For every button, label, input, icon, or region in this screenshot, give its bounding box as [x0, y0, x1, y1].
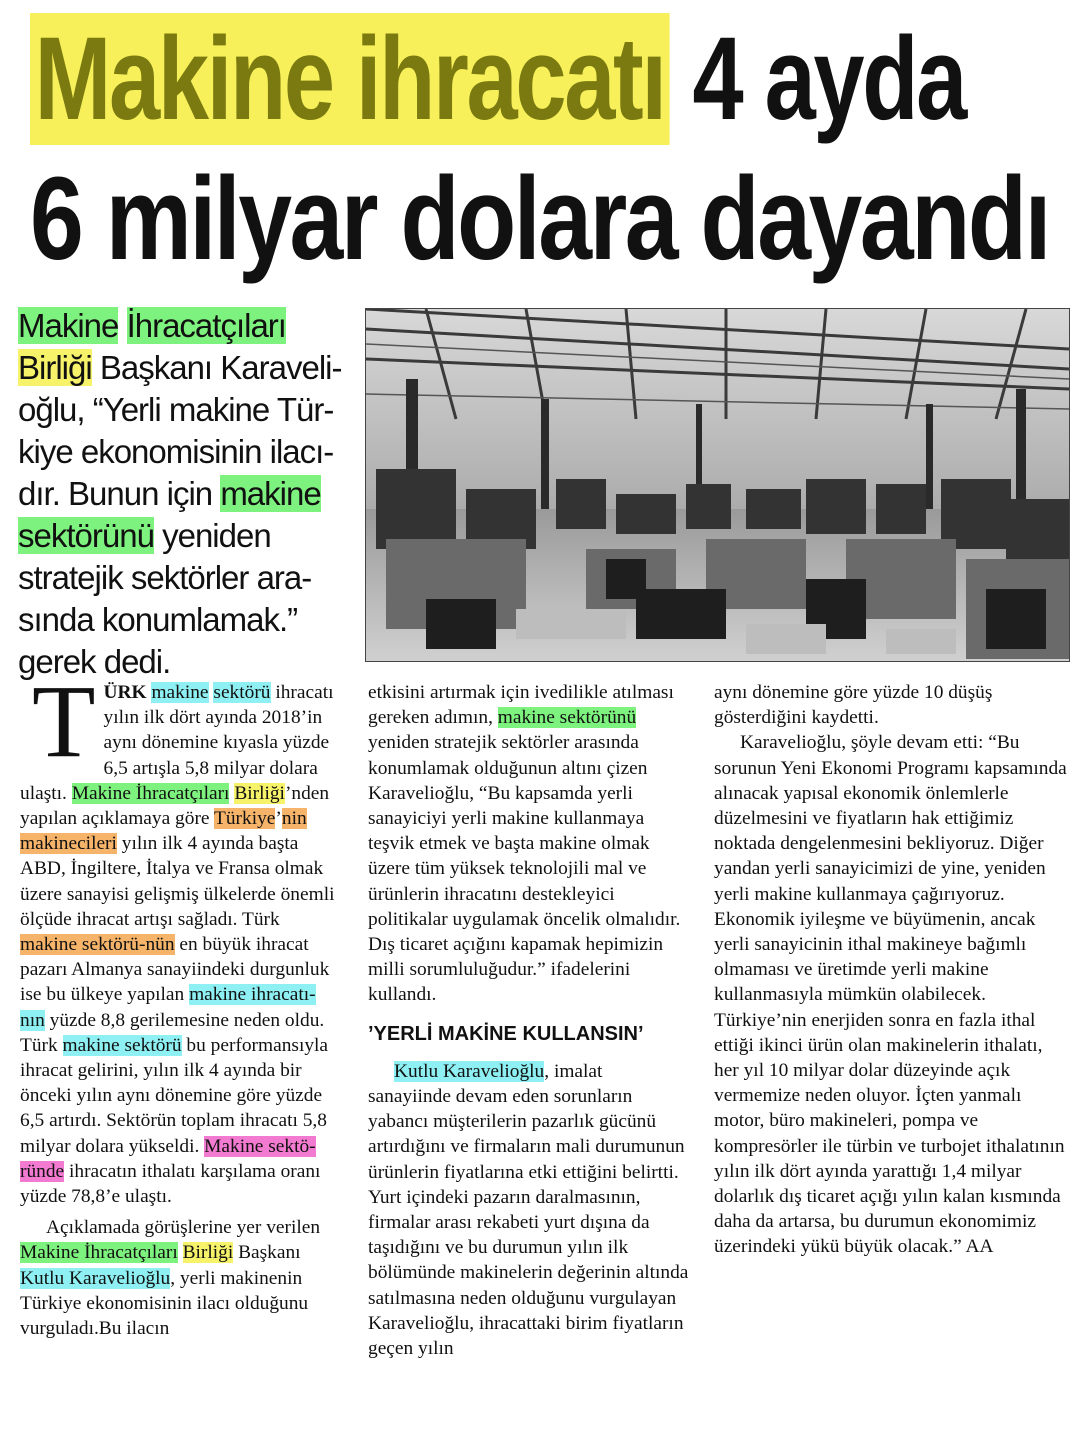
- col1-hl-s6: Birliği: [234, 782, 285, 804]
- col2-hl-b1: Kutlu Karavelioğlu: [394, 1060, 545, 1082]
- col1-hl-s8: Türkiye: [214, 808, 276, 830]
- col1-hl-s3: sektörü: [213, 682, 271, 703]
- article-column-2: [368, 680, 690, 1361]
- col3-paragraph-1: aynı dönemine göre yüzde 10 düşüş gösterdiğini kaydetti.: [714, 682, 993, 729]
- col2-text-a3: yeniden stratejik sektörler arasında konumlamak olduğunun altını çizen Karavelioğlu, “Bu kapsamda yerli sanayiciyi yerli makine kullanmaya teşvik etmek ve başta makine olmak üzere tüm yüksek teknolojili mal ve ürünlerin ihracatını destekleyici politikalar uygulamak öncelik olmalıdır. Dış ticaret açığını kapamak hepimizin milli sorumluluğudur.” ifadelerini kullandı.: [368, 732, 681, 1006]
- col2-paragraph-2: [368, 1059, 690, 1361]
- col1-hl-p2c: Birliği: [182, 1242, 234, 1264]
- article-column-3: [714, 680, 1069, 1260]
- col1-hl-s16: makine sektörü: [62, 1034, 182, 1056]
- col1-text-s11: yılın ilk 4 ayında başta ABD, İngiltere, İtalya ve Fransa olmak üzere sanayisi gelişmiş ülkelerde önemli ölçüde ihracat artışı sağladı. Türk: [20, 833, 335, 930]
- col1-text-s9: ’: [275, 808, 282, 830]
- headline-rest: 4 ayda: [669, 13, 966, 145]
- col2-paragraph-1: [368, 680, 690, 1008]
- col1-text-s1: ÜRK: [103, 682, 152, 703]
- drop-cap: T: [32, 664, 96, 779]
- lead-hl-3: Birliği: [18, 349, 92, 386]
- lead-hl-1: Makine: [18, 307, 119, 344]
- col2-text-a1: etkisini artırmak için ivedilikle atılması gereken adımın,: [368, 682, 674, 729]
- lead-text-1: Başkanı Karaveli-oğlu, “Yerli makine Tür-kiye ekonomisinin ilacı-dır. Bunun için: [18, 349, 342, 512]
- col1-hl-p2e: Kutlu Karavelioğlu: [20, 1267, 171, 1289]
- lead-hl-4: makine sektörünü: [18, 475, 321, 554]
- col1-text-p2f: , yerli makinenin Türkiye ekonomisinin ilacı olduğunu vurguladı.Bu ilacın: [20, 1267, 309, 1340]
- col1-text-s17: bu performansıyla ihracat gelirini, yılın ilk 4 ayında bir önceki yılın aynı dönemine göre yüzde 6,5 artırdı. Sektörün toplam ihracatı 5,8 milyar dolara yükseldi.: [20, 1034, 329, 1157]
- col1-paragraph-2: [20, 1215, 340, 1341]
- col1-text-s19: ihracatın ithalatı karşılama oranı yüzde 78,8’e ulaştı.: [20, 1160, 321, 1208]
- section-subheading: ’YERLİ MAKİNE KULLANSIN’: [368, 1022, 644, 1045]
- col1-text-p2d: Başkanı: [233, 1242, 301, 1264]
- col1-text-s13: en büyük ihracat pazarı Almanya sanayiindeki durgunluk ise bu ülkeye yapılan: [20, 934, 330, 1006]
- col2-text-b2: , imalat sanayiinde devam eden sorunların yabancı müşterilerin pazarlık gücünü artırdığını ve firmaların mali durumunun ürünlerin fiyatlarına etki ettiğini belirtti. Yurt içindeki pazarın daralmasının, firmalar arası rekabeti yurt dışına da taşıdığını ve bu durumun yılın ilk bölümünde makinelerin değerinin altında satılmasına neden olduğunu vurgulayan Karavelioğlu, ihracattaki birim fiyatların geçen yılın: [368, 1060, 689, 1360]
- headline-line-2: 6 milyar dolara dayandı: [30, 153, 1049, 285]
- headline-highlight: Makine ihracatı: [30, 13, 669, 145]
- col2-hl-a2: makine sektörünü: [497, 707, 637, 729]
- factory-photo: [365, 308, 1070, 662]
- headline-line-1: [30, 10, 966, 148]
- col1-hl-s12: makine sektörü-nün: [20, 934, 175, 956]
- col1-hl-s10: nin makinecileri: [20, 808, 307, 855]
- article-column-1: [20, 664, 340, 1341]
- col1-text-p2a: Açıklamada görüşlerine yer verilen: [46, 1217, 321, 1239]
- col1-text-s4: ihracatı yılın ilk dört ayında 2018’in aynı dönemine kıyasla yüzde 6,5 artışla 5,8 milyar dolara ulaştı.: [20, 682, 334, 804]
- lead-hl-2: İhracatçıları: [126, 307, 286, 344]
- col1-text-s7: ’nden yapılan açıklamaya göre: [20, 782, 330, 830]
- col1-hl-s5: Makine İhracatçıları: [71, 782, 230, 804]
- col1-text-s15: yüzde 8,8 gerilemesine neden oldu. Türk: [20, 1009, 325, 1056]
- lead-paragraph: [18, 305, 353, 683]
- col3-paragraph-2: Karavelioğlu, şöyle devam etti: “Bu sorunun Yeni Ekonomi Programı kapsamında alınacak yapısal ekonomik önlemlerle düzelmesini ve fiyatların hak ettiğimiz noktada dengelenmesini bekliyoruz. Diğer yandan yerli sanayicimizi de yine, yeniden yerli makine kullanmaya çağırıyoruz. Ekonomik iyileşme ve büyümenin, ancak yerli sanayicinin ithal makineye bağımlı olmaması ve üretimde yerli makine kullanmasıyla mümkün olabilecek. Türkiye’nin enerjiden sonra en fazla ithal ettiği ikinci ürün olan makinelerin ithalatı, her yıl 10 milyar dolar düzeyinde açık vermemize neden oluyor. İçten yanmalı motor, büro makineleri, pompa ve kompresörler ile türbin ve turbojet ithalatının yılın ilk dört ayında yarattığı 1,4 milyar dolarlık dış ticaret açığı yılın kalan kısmında daha da artarsa, bu durumun ekonomimiz üzerindeki yükü büyük olacak.” AA: [714, 732, 1067, 1258]
- lead-text-2: yeniden stratejik sektörler ara-sında konumlamak.” gerek dedi.: [18, 517, 312, 680]
- col1-paragraph-1: [20, 664, 340, 1209]
- col1-hl-p2b: Makine İhracatçıları: [20, 1242, 178, 1264]
- col1-hl-s14: makine ihracatı-nın: [20, 984, 316, 1031]
- col1-hl-s2: makine: [151, 682, 209, 703]
- col1-hl-s18: Makine sektö-ründe: [20, 1135, 316, 1182]
